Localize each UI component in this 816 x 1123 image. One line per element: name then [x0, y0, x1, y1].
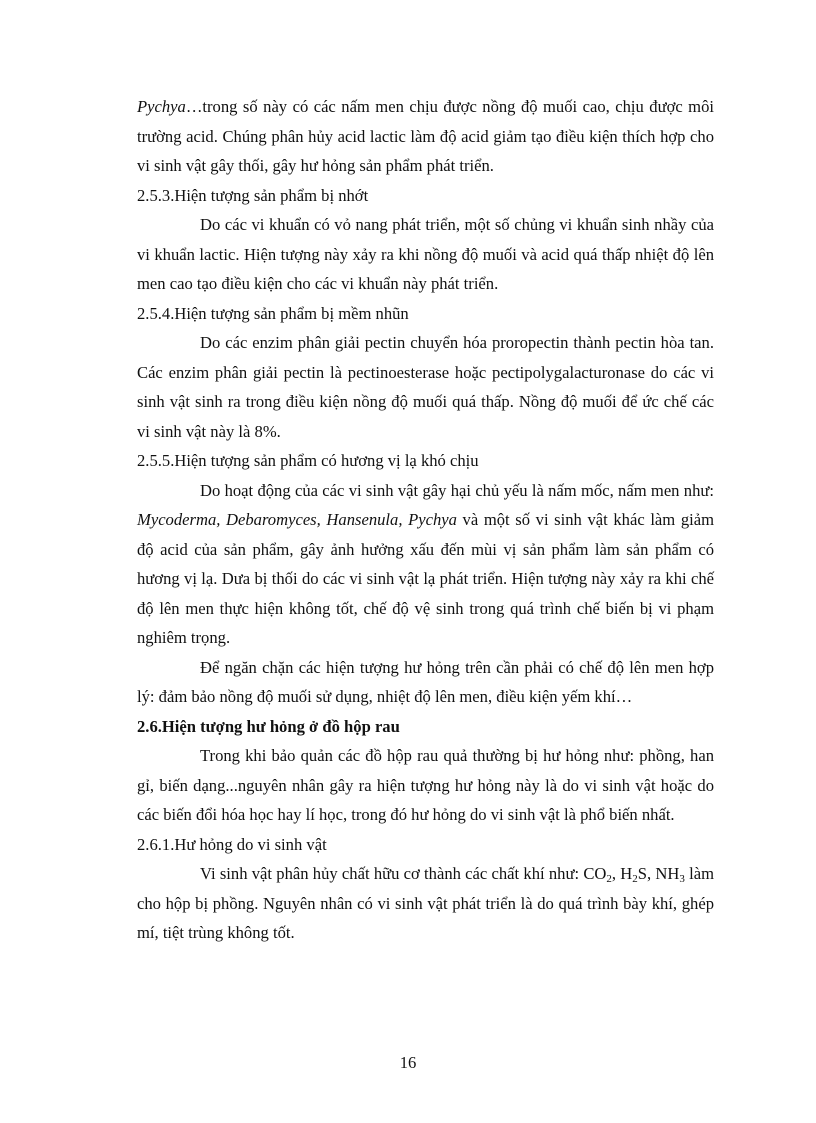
- section-heading-2-6: 2.6.Hiện tượng hư hỏng ở đồ hộp rau: [137, 716, 400, 736]
- paragraph-text: làm cho hộp bị phồng. Nguyên nhân có vi sinh vật phát triển là do quá trình bày khí, ghép mí, tiệt trùng không tốt.: [137, 864, 715, 942]
- paragraph-2-6: Trong khi bảo quản các đồ hộp rau quả thường bị hư hỏng như: phồng, han gỉ, biến dạng...nguyên nhân gây ra hiện tượng hư hỏng này là do vi sinh vật hoặc do các biến đổi hóa học hay lí học, trong đó hư hỏng do vi sinh vật là phổ biến nhất.: [137, 746, 714, 824]
- subscript: 3: [679, 873, 685, 885]
- paragraph-text: và một số vi sinh vật khác làm giảm độ acid của sản phẩm, gây ảnh hưởng xấu đến mùi vị sản phẩm làm sản phẩm có hương vị lạ. Dưa bị thối do các vi sinh vật lạ phát triển. Hiện tượng này xảy ra khi chế độ lên men thực hiện không tốt, chế độ vệ sinh trong quá trình chế biến bị vi phạm nghiêm trọng.: [137, 510, 715, 647]
- paragraph-2-5-4: Do các enzim phân giải pectin chuyển hóa proropectin thành pectin hòa tan. Các enzim phân giải pectin là pectinoesterase hoặc pectipolygalacturonase do các vi sinh vật sinh ra trong điều kiện nồng độ muối quá thấp. Nồng độ muối để ức chế các vi sinh vật này là 8%.: [137, 333, 714, 441]
- paragraph-2-5-3: Do các vi khuẩn có vỏ nang phát triển, một số chủng vi khuẩn sinh nhầy của vi khuẩn lactic. Hiện tượng này xảy ra khi nồng độ muối và acid quá thấp nhiệt độ lên men cao tạo điều kiện cho các vi khuẩn này phát triển.: [137, 215, 714, 293]
- paragraph-2-5-5: [137, 476, 714, 653]
- section-heading-2-5-4: 2.5.4.Hiện tượng sản phẩm bị mềm nhũn: [137, 303, 409, 323]
- species-names: Mycoderma, Debaromyces, Hansenula, Pychya: [137, 510, 457, 529]
- paragraph-text: S, NH: [637, 864, 680, 883]
- species-name: Pychya: [137, 97, 186, 116]
- subscript: 2: [606, 873, 612, 885]
- subscript: 2: [632, 873, 638, 885]
- paragraph-prevention: Để ngăn chặn các hiện tượng hư hỏng trên cần phải có chế độ lên men hợp lý: đảm bảo nồng độ muối sử dụng, nhiệt độ lên men, điều kiện yếm khí…: [137, 657, 714, 706]
- paragraph-text: , H: [611, 864, 633, 883]
- paragraph-continued: [137, 92, 714, 181]
- page-number: 16: [399, 1053, 417, 1072]
- paragraph-2-6-1: [137, 859, 714, 948]
- section-heading-2-5-3: 2.5.3.Hiện tượng sản phẩm bị nhớt: [137, 185, 369, 205]
- section-heading-2-5-5: 2.5.5.Hiện tượng sản phẩm có hương vị lạ khó chịu: [137, 451, 479, 470]
- paragraph-text: …trong số này có các nấm men chịu được nồng độ muối cao, chịu được môi trường acid. Chúng phân hủy acid lactic làm độ acid giảm tạo điều kiện thích hợp cho vi sinh vật gây thối, gây hư hỏng sản phẩm phát triển.: [137, 97, 714, 175]
- paragraph-text: Do hoạt động của các vi sinh vật gây hại chủ yếu là nấm mốc, nấm men như:: [200, 480, 714, 500]
- section-heading-2-6-1: 2.6.1.Hư hỏng do vi sinh vật: [137, 834, 327, 854]
- page-body: [137, 92, 714, 948]
- paragraph-text: Vi sinh vật phân hủy chất hữu cơ thành các chất khí như: CO: [200, 864, 607, 883]
